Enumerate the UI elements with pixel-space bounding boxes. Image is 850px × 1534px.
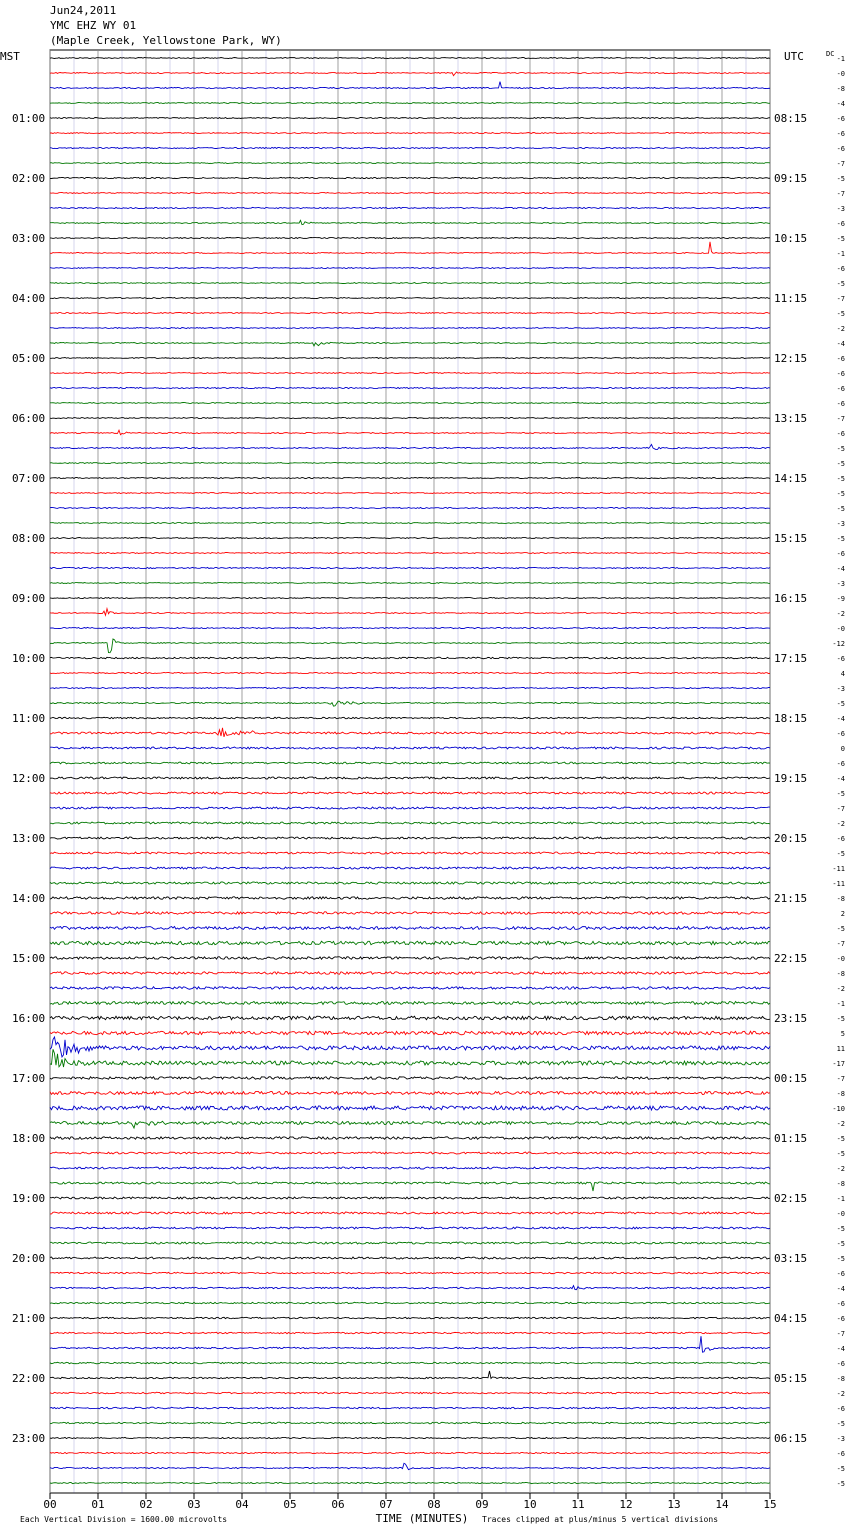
right-time-label: 18:15 [774, 712, 808, 725]
dc-offset-label: -2 [836, 820, 845, 828]
left-time-label: 23:00 [12, 1432, 46, 1445]
dc-offset-label: -0 [836, 625, 845, 633]
dc-offset-label: 2 [840, 910, 845, 918]
dc-offset-label: -6 [836, 760, 845, 768]
dc-offset-label: -5 [836, 280, 845, 288]
dc-offset-label: -6 [836, 130, 845, 138]
left-time-label: 21:00 [12, 1312, 46, 1325]
right-time-label: 02:15 [774, 1192, 808, 1205]
location-label: (Maple Creek, Yellowstone Park, WY) [50, 34, 282, 47]
x-tick-label: 01 [91, 1498, 105, 1511]
x-tick-label: 13 [667, 1498, 681, 1511]
dc-offset-label: -4 [836, 565, 845, 573]
dc-offset-label: -5 [836, 535, 845, 543]
x-tick-label: 03 [187, 1498, 201, 1511]
dc-offset-label: -2 [836, 1390, 845, 1398]
right-time-label: 06:15 [774, 1432, 808, 1445]
dc-offset-label: 5 [840, 1030, 845, 1038]
dc-offset-label: -0 [836, 1210, 845, 1218]
dc-offset-label: -1 [836, 55, 845, 63]
left-time-label: 11:00 [12, 712, 46, 725]
left-time-label: 15:00 [12, 952, 46, 965]
dc-offset-label: -3 [836, 205, 845, 213]
dc-offset-label: -1 [836, 250, 845, 258]
x-tick-label: 09 [475, 1498, 489, 1511]
x-tick-label: 12 [619, 1498, 633, 1511]
dc-offset-label: -0 [836, 70, 845, 78]
dc-offset-label: -0 [836, 955, 845, 963]
dc-offset-label: -4 [836, 1345, 845, 1353]
dc-offset-label: -6 [836, 355, 845, 363]
dc-offset-label: -5 [836, 235, 845, 243]
dc-offset-label: -3 [836, 580, 845, 588]
dc-offset-label: -1 [836, 1000, 845, 1008]
dc-offset-label: -10 [832, 1105, 845, 1113]
dc-offset-label: -6 [836, 730, 845, 738]
x-tick-label: 10 [523, 1498, 537, 1511]
dc-offset-label: -4 [836, 715, 845, 723]
right-time-label: 23:15 [774, 1012, 808, 1025]
dc-offset-label: -5 [836, 1255, 845, 1263]
dc-offset-label: -6 [836, 1450, 845, 1458]
dc-offset-label: -5 [836, 790, 845, 798]
dc-offset-label: -6 [836, 115, 845, 123]
right-time-label: 19:15 [774, 772, 808, 785]
left-timezone-label: MST [0, 50, 20, 63]
dc-offset-label: 4 [840, 670, 845, 678]
dc-offset-label: -5 [836, 1240, 845, 1248]
dc-offset-label: -6 [836, 400, 845, 408]
dc-offset-label: -2 [836, 1120, 845, 1128]
dc-offset-label: -11 [832, 880, 845, 888]
right-time-label: 21:15 [774, 892, 808, 905]
dc-offset-label: -7 [836, 1075, 845, 1083]
dc-offset-label: 11 [836, 1045, 845, 1053]
x-tick-label: 14 [715, 1498, 729, 1511]
x-tick-label: 05 [283, 1498, 297, 1511]
dc-offset-label: -6 [836, 1300, 845, 1308]
left-time-label: 02:00 [12, 172, 46, 185]
dc-offset-label: -8 [836, 970, 845, 978]
dc-offset-label: -5 [836, 1465, 845, 1473]
date-label: Jun24,2011 [50, 4, 117, 17]
dc-offset-label: -5 [836, 505, 845, 513]
x-tick-label: 15 [763, 1498, 777, 1511]
left-time-label: 03:00 [12, 232, 46, 245]
dc-offset-label: -6 [836, 1315, 845, 1323]
dc-offset-label: -5 [836, 1420, 845, 1428]
right-time-label: 12:15 [774, 352, 808, 365]
dc-offset-label: -11 [832, 865, 845, 873]
clip-note: Traces clipped at plus/minus 5 vertical divisions [482, 1515, 719, 1524]
dc-offset-label: -6 [836, 550, 845, 558]
dc-offset-label: -2 [836, 1165, 845, 1173]
dc-offset-label: -6 [836, 370, 845, 378]
dc-offset-label: -5 [836, 1480, 845, 1488]
right-time-label: 11:15 [774, 292, 808, 305]
dc-offset-label: -6 [836, 385, 845, 393]
left-time-label: 22:00 [12, 1372, 46, 1385]
x-axis-label: TIME (MINUTES) [375, 1512, 469, 1525]
dc-offset-label: -3 [836, 1435, 845, 1443]
right-time-label: 17:15 [774, 652, 808, 665]
left-time-label: 05:00 [12, 352, 46, 365]
dc-offset-label: -2 [836, 985, 845, 993]
dc-offset-label: -6 [836, 145, 845, 153]
dc-offset-label: -7 [836, 190, 845, 198]
dc-offset-label: -7 [836, 160, 845, 168]
dc-offset-label: -5 [836, 175, 845, 183]
left-time-label: 14:00 [12, 892, 46, 905]
left-time-label: 12:00 [12, 772, 46, 785]
right-time-label: 10:15 [774, 232, 808, 245]
left-time-label: 20:00 [12, 1252, 46, 1265]
right-time-label: 04:15 [774, 1312, 808, 1325]
right-time-label: 15:15 [774, 532, 808, 545]
dc-header-label: DC [826, 50, 835, 58]
left-time-label: 19:00 [12, 1192, 46, 1205]
dc-offset-label: -5 [836, 475, 845, 483]
dc-offset-label: -7 [836, 940, 845, 948]
right-time-label: 03:15 [774, 1252, 808, 1265]
x-tick-label: 02 [139, 1498, 153, 1511]
dc-offset-label: -5 [836, 460, 845, 468]
dc-offset-label: -12 [832, 640, 845, 648]
right-time-label: 20:15 [774, 832, 808, 845]
dc-offset-label: -5 [836, 1225, 845, 1233]
dc-offset-label: -5 [836, 850, 845, 858]
dc-offset-label: -7 [836, 805, 845, 813]
left-time-label: 06:00 [12, 412, 46, 425]
left-time-label: 17:00 [12, 1072, 46, 1085]
seismic-trace [50, 553, 770, 554]
dc-offset-label: -2 [836, 610, 845, 618]
dc-offset-label: -7 [836, 295, 845, 303]
dc-offset-label: -5 [836, 490, 845, 498]
dc-offset-label: -6 [836, 430, 845, 438]
dc-offset-label: -6 [836, 220, 845, 228]
dc-offset-label: -1 [836, 1195, 845, 1203]
left-time-label: 01:00 [12, 112, 46, 125]
left-time-label: 04:00 [12, 292, 46, 305]
right-time-label: 14:15 [774, 472, 808, 485]
seismic-trace [50, 598, 770, 599]
dc-offset-label: -8 [836, 1375, 845, 1383]
dc-offset-label: -4 [836, 1285, 845, 1293]
right-time-label: 13:15 [774, 412, 808, 425]
dc-offset-label: -3 [836, 520, 845, 528]
left-time-label: 09:00 [12, 592, 46, 605]
dc-offset-label: -5 [836, 445, 845, 453]
x-tick-label: 08 [427, 1498, 441, 1511]
dc-offset-label: -6 [836, 1405, 845, 1413]
right-time-label: 22:15 [774, 952, 808, 965]
x-tick-label: 11 [571, 1498, 585, 1511]
dc-offset-label: -5 [836, 925, 845, 933]
dc-offset-label: -8 [836, 1180, 845, 1188]
dc-offset-label: -6 [836, 835, 845, 843]
right-time-label: 16:15 [774, 592, 808, 605]
right-time-label: 05:15 [774, 1372, 808, 1385]
dc-offset-label: -17 [832, 1060, 845, 1068]
x-tick-label: 06 [331, 1498, 345, 1511]
x-tick-label: 07 [379, 1498, 393, 1511]
right-time-label: 09:15 [774, 172, 808, 185]
dc-offset-label: -5 [836, 310, 845, 318]
left-time-label: 07:00 [12, 472, 46, 485]
left-time-label: 13:00 [12, 832, 46, 845]
right-time-label: 08:15 [774, 112, 808, 125]
dc-offset-label: -4 [836, 100, 845, 108]
scale-note: Each Vertical Division = 1600.00 microvolts [20, 1515, 228, 1524]
dc-offset-label: -9 [836, 595, 845, 603]
dc-offset-label: -6 [836, 1270, 845, 1278]
dc-offset-label: -8 [836, 1090, 845, 1098]
dc-offset-label: -6 [836, 655, 845, 663]
x-tick-label: 04 [235, 1498, 249, 1511]
dc-offset-label: -2 [836, 325, 845, 333]
dc-offset-label: -6 [836, 265, 845, 273]
right-time-label: 00:15 [774, 1072, 808, 1085]
seismic-trace [50, 313, 770, 314]
dc-offset-label: -6 [836, 1360, 845, 1368]
dc-offset-label: -4 [836, 775, 845, 783]
dc-offset-label: -8 [836, 85, 845, 93]
left-time-label: 08:00 [12, 532, 46, 545]
dc-offset-label: -5 [836, 1150, 845, 1158]
dc-offset-label: -3 [836, 685, 845, 693]
dc-offset-label: -7 [836, 1330, 845, 1338]
dc-offset-label: -8 [836, 895, 845, 903]
dc-offset-label: -7 [836, 415, 845, 423]
dc-offset-label: 0 [840, 745, 845, 753]
left-time-label: 10:00 [12, 652, 46, 665]
left-time-label: 16:00 [12, 1012, 46, 1025]
right-timezone-label: UTC [784, 50, 804, 63]
seismic-trace [50, 493, 770, 494]
dc-offset-label: -4 [836, 340, 845, 348]
right-time-label: 01:15 [774, 1132, 808, 1145]
dc-offset-label: -5 [836, 700, 845, 708]
seismic-trace [50, 298, 770, 299]
x-tick-label: 00 [43, 1498, 57, 1511]
seismic-trace [50, 193, 770, 194]
left-time-label: 18:00 [12, 1132, 46, 1145]
station-label: YMC EHZ WY 01 [50, 19, 137, 32]
dc-offset-label: -5 [836, 1135, 845, 1143]
dc-offset-label: -5 [836, 1015, 845, 1023]
